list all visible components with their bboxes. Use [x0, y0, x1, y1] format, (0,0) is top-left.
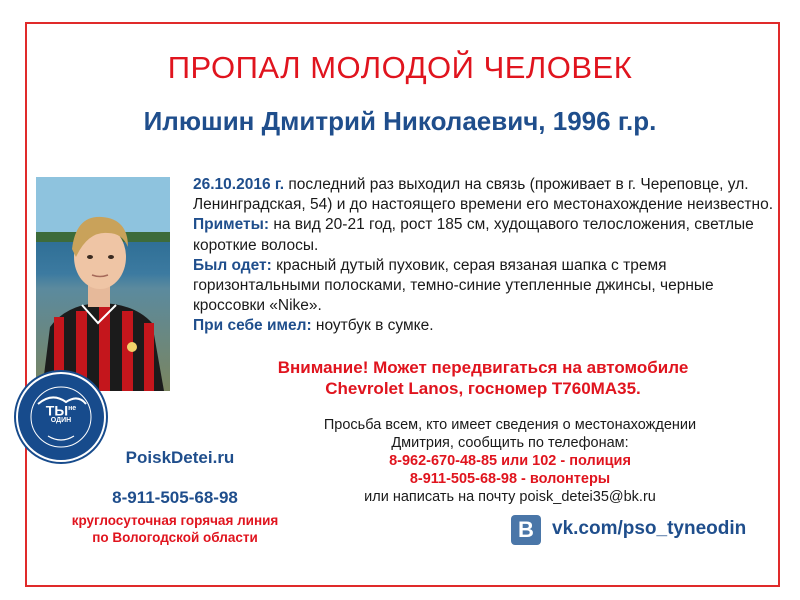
- clothes-text: красный дутый пуховик, серая вязаная шапка с тремя горизонтальными полосками, темно-синие утепленные джинсы, черные кроссовки «Nike».: [193, 256, 714, 315]
- attention-notice: [193, 357, 773, 399]
- hotline-note-line-2: по Вологодской области: [92, 530, 258, 545]
- vk-icon[interactable]: В: [511, 515, 541, 545]
- email-line[interactable]: или написать на почту poisk_detei35@bk.ru: [364, 489, 656, 505]
- vk-link[interactable]: vk.com/pso_tyneodin: [552, 518, 747, 539]
- hotline-note: [30, 512, 320, 546]
- description-items-paragraph: [193, 316, 773, 336]
- website-link[interactable]: PoiskDetei.ru: [125, 448, 235, 467]
- volunteers-phone[interactable]: 8-911-505-68-98 - волонтеры: [409, 471, 611, 487]
- poster-title: ПРОПАЛ МОЛОДОЙ ЧЕЛОВЕК: [167, 50, 633, 85]
- request-line-1: Просьба всем, кто имеет сведения о местонахождении: [323, 417, 697, 433]
- attention-line-2: Chevrolet Lanos, госномер Т760МА35.: [325, 379, 641, 398]
- items-text: ноутбук в сумке.: [311, 317, 434, 335]
- description-block: [193, 175, 773, 337]
- signs-text: на вид 20-21 год, рост 185 см, худощавого телосложения, светлые короткие волосы.: [193, 216, 754, 254]
- date-label: 26.10.2016 г.: [193, 176, 285, 193]
- description-clothes-paragraph: [193, 256, 773, 317]
- person-name: Илюшин Дмитрий Николаевич, 1996 г.р.: [143, 106, 657, 136]
- police-phone[interactable]: 8-962-670-48-85 или 102 - полиция: [389, 453, 631, 469]
- clothes-label: Был одет:: [193, 256, 272, 274]
- logo-sub-text: ОДИН: [50, 417, 72, 424]
- request-line-2: Дмитрия, сообщить по телефонам:: [391, 435, 629, 451]
- hotline-note-line-1: круглосуточная горячая линия: [71, 513, 279, 528]
- attention-line-1: Внимание! Может передвигаться на автомобиле: [277, 358, 689, 377]
- description-date-paragraph: [193, 175, 773, 215]
- description-signs-paragraph: [193, 215, 773, 255]
- logo-main-text: $ТЫ^{не}$: [45, 402, 77, 419]
- items-label: При себе имел:: [193, 317, 312, 335]
- hotline-phone[interactable]: 8-911-505-68-98: [112, 488, 238, 507]
- signs-label: Приметы:: [193, 216, 270, 234]
- date-text: последний раз выходил на связь (проживает в г. Череповце, ул. Ленинградская, 54) и до настоящего времени его местонахождение неизвестно.: [193, 176, 774, 214]
- contact-request: [270, 416, 750, 506]
- missing-person-photo: [36, 177, 170, 391]
